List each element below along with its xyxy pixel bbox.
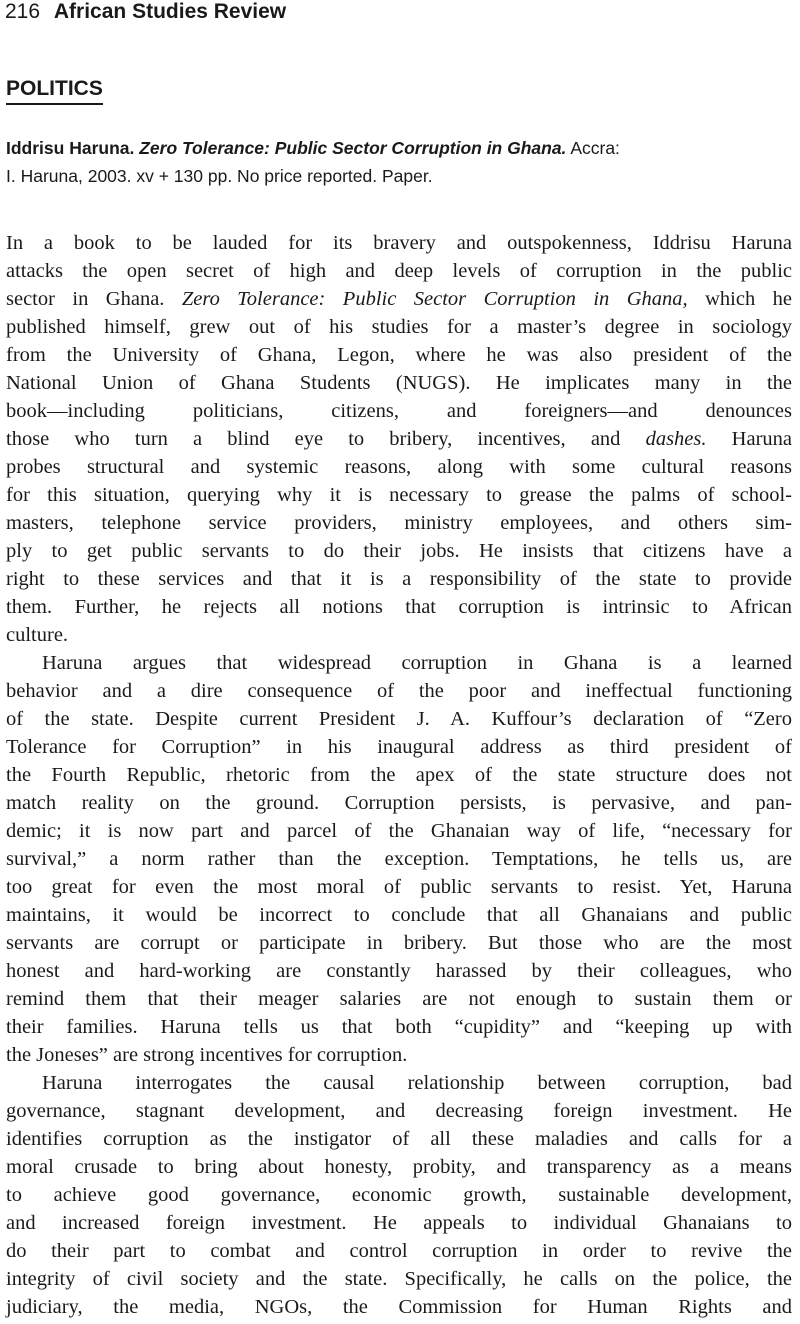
text-line: to achieve good governance, economic growth, sustainable development, [6,1184,792,1206]
section-title: POLITICS [6,77,103,100]
text-line: from the University of Ghana, Legon, where he was also president of the [6,344,792,366]
paragraph-3 [6,1069,792,1321]
text-line: In a book to be lauded for its bravery and outspokenness, Iddrisu Haruna [6,232,792,254]
paragraph-1 [6,229,792,649]
text-line: moral crusade to bring about honesty, probity, and transparency as a means [6,1156,792,1178]
text-line: right to these services and that it is a responsibility of the state to provide [6,568,792,590]
text-line: behavior and a dire consequence of the poor and ineffectual functioning [6,680,792,702]
text-line: survival,” a norm rather than the exception. Temptations, he tells us, are [6,848,792,870]
text-line: servants are corrupt or participate in bribery. But those who are the most [6,932,792,954]
text-line: attacks the open secret of high and deep levels of corruption in the public [6,260,792,282]
text-line: culture. [6,624,69,646]
text-line: ply to get public servants to do their jobs. He insists that citizens have a [6,540,792,562]
page-number: 216 [5,0,41,23]
text-line: match reality on the ground. Corruption persists, is pervasive, and pan- [6,792,792,814]
paragraph-2 [6,649,792,1069]
text-line: identifies corruption as the instigator of all these maladies and calls for a [6,1128,792,1150]
text-line: governance, stagnant development, and decreasing foreign investment. He [6,1100,792,1122]
text-segment: Haruna [731,428,793,450]
running-head [5,0,286,24]
text-line: book—including politicians, citizens, and foreigners—and denounces [6,400,792,422]
citation-title: Zero Tolerance: Public Sector Corruption in Ghana. [139,138,567,158]
book-title-italic: Zero Tolerance: Public Sector Corruption in Ghana, [181,288,688,310]
section-title-underline [6,103,103,105]
review-body [6,229,792,1321]
book-citation [6,134,786,190]
text-line: for this situation, querying why it is necessary to grease the palms of school- [6,484,792,506]
text-line: and increased foreign investment. He appeals to individual Ghanaians to [6,1212,792,1234]
text-line: too great for even the most moral of public servants to resist. Yet, Haruna [6,876,792,898]
text-line: do their part to combat and control corruption in order to revive the [6,1240,792,1262]
text-line: maintains, it would be incorrect to conclude that all Ghanaians and public [6,904,792,926]
text-segment: those who turn a blind eye to bribery, incentives, and [6,428,621,450]
text-segment: which he [705,288,792,310]
text-line: Haruna argues that widespread corruption in Ghana is a learned [42,652,792,674]
italic-word: dashes. [645,428,707,450]
journal-title: African Studies Review [53,0,287,23]
text-line: Tolerance for Corruption” in his inaugural address as third president of [6,736,792,758]
citation-details: I. Haruna, 2003. xv + 130 pp. No price reported. Paper. [6,166,433,186]
text-line: masters, telephone service providers, ministry employees, and others sim- [6,512,792,534]
text-line: honest and hard-working are constantly harassed by their colleagues, who [6,960,792,982]
text-line: demic; it is now part and parcel of the Ghanaian way of life, “necessary for [6,820,792,842]
text-line: integrity of civil society and the state. Specifically, he calls on the police, the [6,1268,792,1290]
text-line: Haruna interrogates the causal relationship between corruption, bad [42,1072,792,1094]
text-line: published himself, grew out of his studies for a master’s degree in sociology [6,316,792,338]
text-line [6,425,792,453]
text-line: them. Further, he rejects all notions that corruption is intrinsic to African [6,596,792,618]
text-line: the Fourth Republic, rhetoric from the apex of the state structure does not [6,764,792,786]
citation-author: Iddrisu Haruna. [6,138,135,158]
text-line: judiciary, the media, NGOs, the Commission for Human Rights and [6,1296,792,1318]
text-line: National Union of Ghana Students (NUGS). He implicates many in the [6,372,792,394]
text-line [6,285,792,313]
text-segment: sector in Ghana. [6,288,165,310]
text-line: of the state. Despite current President J. A. Kuffour’s declaration of “Zero [6,708,792,730]
citation-place: Accra: [570,138,620,158]
citation-line-1 [6,134,786,162]
text-line: remind them that their meager salaries are not enough to sustain them or [6,988,792,1010]
text-line: their families. Haruna tells us that both “cupidity” and “keeping up with [6,1016,792,1038]
text-line: the Joneses” are strong incentives for corruption. [6,1044,408,1066]
text-line: probes structural and systemic reasons, along with some cultural reasons [6,456,792,478]
